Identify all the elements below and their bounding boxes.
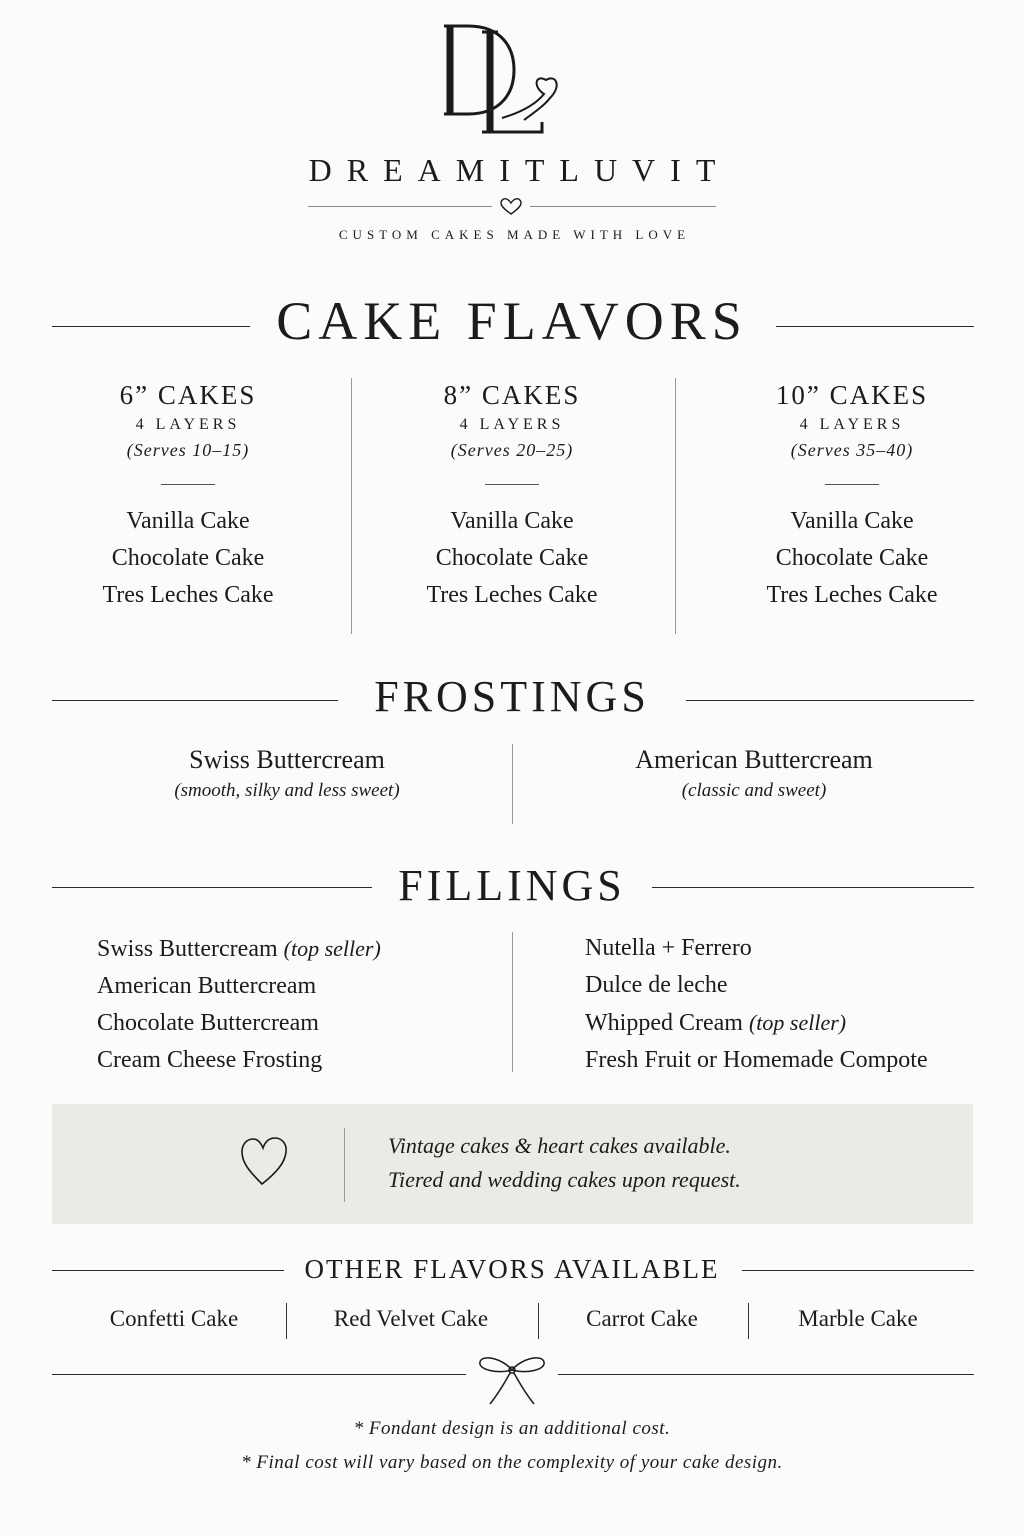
cake-layers: 4 LAYERS xyxy=(799,416,905,433)
note-divider xyxy=(344,1128,345,1202)
cake-flavor-item: Chocolate Cake xyxy=(775,545,929,571)
note-line: Vintage cakes & heart cakes available. xyxy=(388,1133,731,1158)
cake-serves: (Serves 35–40) xyxy=(790,440,914,460)
other-flavor-divider xyxy=(538,1303,539,1339)
note-line: Tiered and wedding cakes upon request. xyxy=(388,1167,741,1192)
cake-flavor-item: Vanilla Cake xyxy=(126,508,250,534)
frosting-name: American Buttercream xyxy=(635,745,873,774)
other-flavor-item: Carrot Cake xyxy=(586,1306,698,1331)
frosting-note: (smooth, silky and less sweet) xyxy=(174,780,400,801)
small-heart-icon xyxy=(500,198,522,216)
short-divider xyxy=(825,484,879,485)
cake-serves: (Serves 20–25) xyxy=(450,440,574,460)
top-seller-tag: (top seller) xyxy=(283,936,381,961)
filling-item: Chocolate Buttercream xyxy=(97,1010,319,1036)
cake-flavor-item: Chocolate Cake xyxy=(435,545,589,571)
filling-item: Cream Cheese Frosting xyxy=(97,1047,323,1073)
frosting-item xyxy=(564,744,944,806)
cake-layers: 4 LAYERS xyxy=(135,416,241,433)
cake-flavor-item: Tres Leches Cake xyxy=(766,582,938,608)
short-divider xyxy=(485,484,539,485)
cake-layers: 4 LAYERS xyxy=(459,416,565,433)
frosting-item xyxy=(107,744,467,806)
cake-flavor-item: Tres Leches Cake xyxy=(426,582,598,608)
filling-item: Whipped Cream (top seller) xyxy=(585,1010,847,1036)
other-flavor-divider xyxy=(748,1303,749,1339)
bow-rule-left xyxy=(52,1374,466,1375)
brand-divider-left xyxy=(308,206,492,207)
availability-note-box xyxy=(52,1104,973,1224)
other-flavor-item: Confetti Cake xyxy=(109,1306,239,1331)
dl-monogram-logo xyxy=(432,18,592,146)
other-flavor-divider xyxy=(286,1303,287,1339)
filling-item: American Buttercream xyxy=(97,973,317,999)
fillings-title: FILLINGS xyxy=(398,861,626,910)
other-flavors-title: OTHER FLAVORS AVAILABLE xyxy=(304,1254,720,1284)
cake-column-8in xyxy=(362,380,662,614)
fillings-left-list xyxy=(97,930,497,1079)
column-divider xyxy=(351,378,352,634)
frosting-name: Swiss Buttercream xyxy=(189,745,385,774)
cake-flavors-title: CAKE FLAVORS xyxy=(276,291,748,351)
other-flavor-item: Marble Cake xyxy=(798,1306,918,1331)
filling-item: Fresh Fruit or Homemade Compote xyxy=(585,1047,928,1073)
short-divider xyxy=(161,484,215,485)
frostings-title: FROSTINGS xyxy=(374,672,650,721)
filling-item: Dulce de leche xyxy=(585,972,728,998)
bow-icon xyxy=(474,1352,550,1408)
brand-divider-right xyxy=(530,206,716,207)
cake-column-6in xyxy=(38,380,338,614)
cake-column-10in xyxy=(702,380,1002,614)
frosting-note: (classic and sweet) xyxy=(681,780,827,801)
fillings-divider xyxy=(512,932,513,1072)
brand-name: DREAMITLUVIT xyxy=(308,152,731,188)
cake-flavor-item: Vanilla Cake xyxy=(450,508,574,534)
cake-flavor-item: Tres Leches Cake xyxy=(102,582,274,608)
cake-flavor-item: Vanilla Cake xyxy=(790,508,914,534)
cake-flavor-item: Chocolate Cake xyxy=(111,545,265,571)
cake-size: 10” CAKES xyxy=(775,380,929,410)
bow-rule-right xyxy=(558,1374,974,1375)
cake-size: 6” CAKES xyxy=(119,380,257,410)
cake-serves: (Serves 10–15) xyxy=(126,440,250,460)
top-seller-tag: (top seller) xyxy=(748,1010,847,1035)
cake-size: 8” CAKES xyxy=(443,380,581,410)
brand-tagline: CUSTOM CAKES MADE WITH LOVE xyxy=(338,227,691,242)
footnote: * Fondant design is an additional cost. xyxy=(353,1418,671,1439)
heart-outline-icon xyxy=(238,1136,290,1188)
other-flavor-item: Red Velvet Cake xyxy=(333,1306,489,1331)
filling-item: Swiss Buttercream (top seller) xyxy=(97,936,381,962)
frosting-divider xyxy=(512,744,513,824)
filling-item: Nutella + Ferrero xyxy=(585,935,752,961)
footnote: * Final cost will vary based on the complexity of your cake design. xyxy=(241,1452,783,1473)
fillings-right-list xyxy=(585,930,1005,1079)
column-divider xyxy=(675,378,676,634)
note-text xyxy=(388,1129,948,1197)
